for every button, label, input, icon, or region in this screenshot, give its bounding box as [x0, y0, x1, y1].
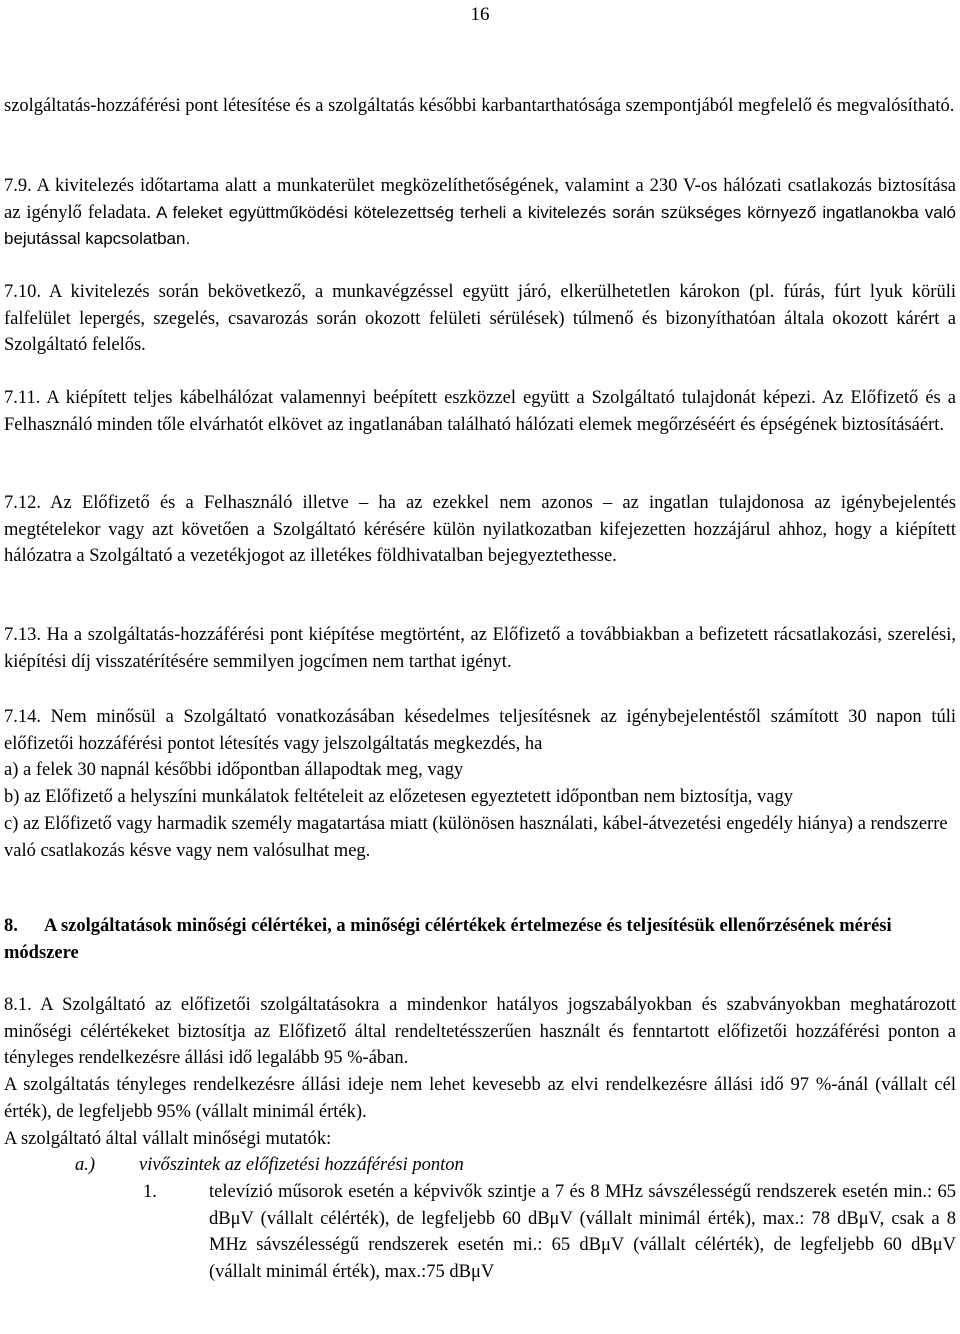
paragraph-7-14-item-c: c) az Előfizető vagy harmadik személy magatartása miatt (különösen használati, kábel-átvezetési engedély hiánya) a rendszerre való csatlakozás késve vagy nem valósulhat meg.: [4, 813, 948, 861]
paragraph-intro: [4, 93, 956, 120]
page-number: 16: [470, 4, 490, 25]
subsection-a-label: a.): [75, 1155, 96, 1176]
paragraph-7-13: [4, 622, 956, 675]
paragraph-8-1-indicators: A szolgáltató által vállalt minőségi mutatók:: [4, 1128, 332, 1149]
paragraph-7-13-text: 7.13. Ha a szolgáltatás-hozzáférési pont kiépítése megtörtént, az Előfizető a továbbiakban a befizetett rácsatlakozási, szerelési, kiépítési díj visszatérítésére semmilyen jogcímen nem tarthat igényt.: [4, 625, 956, 672]
section-title: A szolgáltatások minőségi célértékei, a minőségi célértékek értelmezése és teljesítésük ellenőrzésének mérési módszere: [4, 916, 892, 963]
list-item-1: [4, 1179, 956, 1286]
paragraph-7-12-text: 7.12. Az Előfizető és a Felhasználó illetve – ha az ezekkel nem azonos – az ingatlan tulajdonosa az igénybejelentés megtételekor vagy azt követően a Szolgáltató kérésére külön nyilatkozatban kifejezetten hozzájárul ahhoz, hogy a kiépített hálózatra a Szolgáltató a vezetékjogot az illetékes földhivatalban bejegyeztethesse.: [4, 493, 956, 567]
paragraph-7-12: [4, 490, 956, 570]
paragraph-8-1-text: 8.1. A Szolgáltató az előfizetői szolgáltatásokra a mindenkor hatályos jogszabályokban és szabványokban meghatározott minőségi célértékeket biztosítja az Előfizető által rendeltetésszerűen használt és fenntartott előfizetői hozzáférési ponton a tényleges rendelkezésre állási idő legalább 95 %-ában.: [4, 995, 956, 1069]
section-8-heading: [4, 913, 956, 966]
paragraph-7-9-part-a: 7.9. A kivitelezés időtartama alatt a munkaterület megközelíthetőségének, valamint a 230 V-os hálózati csatlakozás biztosítása az igénylő feladata.: [4, 176, 956, 223]
paragraph-8-1-availability: A szolgáltatás tényleges rendelkezésre állási ideje nem lehet kevesebb az elvi rendelkezésre állási idő 97 %-ánál (vállalt cél érték), de legfeljebb 95% (vállalt minimál érték).: [4, 1075, 956, 1122]
paragraph-7-14: [4, 704, 956, 864]
subsection-a: [4, 1152, 956, 1179]
section-number: 8.: [4, 916, 18, 936]
paragraph-7-10: [4, 279, 956, 359]
paragraph-8-1: [4, 992, 956, 1286]
paragraph-7-14-item-a: a) a felek 30 napnál későbbi időpontban állapodtak meg, vagy: [4, 760, 464, 781]
paragraph-7-14-item-b: b) az Előfizető a helyszíni munkálatok feltételeit az előzetesen egyeztetett időpontban nem biztosítja, vagy: [4, 787, 794, 808]
subsection-a-title: vivőszintek az előfizetési hozzáférési ponton: [139, 1155, 464, 1176]
paragraph-7-9: [4, 173, 956, 253]
paragraph-7-9-part-b: A feleket együttműködési kötelezettség terheli a kivitelezés során szükséges környező ingatlanokba való bejutással kapcsolatban.: [4, 202, 956, 249]
paragraph-7-10-text: 7.10. A kivitelezés során bekövetkező, a munkavégzéssel együtt járó, elkerülhetetlen károkon (pl. fúrás, fúrt lyuk körüli falfelület lepergés, szegelés, csavarozás során okozott felületi sérülések) túlmenő és bizonyíthatóan általa okozott kárért a Szolgáltató felelős.: [4, 282, 956, 356]
paragraph-intro-text: szolgáltatás-hozzáférési pont létesítése és a szolgáltatás későbbi karbantarthatósága szempontjából megfelelő és megvalósítható.: [4, 96, 955, 116]
paragraph-7-14-intro: 7.14. Nem minősül a Szolgáltató vonatkozásában késedelmes teljesítésnek az igénybejelentéstől számított 30 napon túli előfizetői hozzáférési pontot létesítés vagy jelszolgáltatás megkezdés, ha: [4, 707, 956, 754]
paragraph-7-11: [4, 385, 956, 438]
paragraph-7-11-text: 7.11. A kiépített teljes kábelhálózat valamennyi beépített eszközzel együtt a Szolgáltató tulajdonát képezi. Az Előfizető és a Felhasználó minden tőle elvárhatót elkövet az ingatlanában található hálózati elemek megőrzéséért és épségének biztosításáért.: [4, 388, 956, 435]
list-item-text: televízió műsorok esetén a képvivők szintje a 7 és 8 MHz sávszélességű rendszerek esetén min.: 65 dBμV (vállalt célérték), de legfeljebb 60 dBμV (vállalt minimál érték), max.: 78 dBμV, csak a 8 MHz sávszélességű rendszerek esetén mi.: 65 dBμV (vállalt célérték), de legfeljebb 60 dBμV (vállalt minimál érték), max.:75 dBμV: [209, 1181, 956, 1283]
list-item-number: 1.: [143, 1181, 157, 1202]
